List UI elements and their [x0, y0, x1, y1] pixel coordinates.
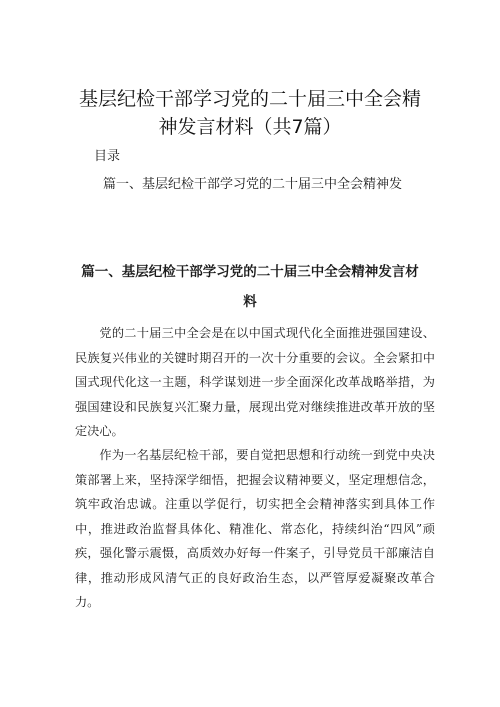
- document-title: [40, 85, 460, 141]
- body-paragraph-1: [75, 321, 435, 444]
- paragraph-text: 党的二十届三中全会是在以中国式现代化全面推进强国建设、民族复兴伟业的关键时期召开的一次十分重要的会议。全会紧扣中国式现代化这一主题，科学谋划进一步全面深化改革战略举措，为强国建设和民族复兴汇聚力量，展现出党对继续推进改革开放的坚定决心。: [75, 326, 435, 438]
- section-title-line-1: 篇一、基层纪检干部学习党的二十届三中全会精神发言材: [81, 264, 419, 281]
- section-title-line-2: 料: [243, 294, 257, 311]
- toc-item-1[interactable]: 篇一、基层纪检干部学习党的二十届三中全会精神发: [103, 177, 403, 192]
- toc-heading: 目录: [94, 149, 121, 164]
- document-title-line-2: 神发言材料（共7篇）: [158, 115, 342, 138]
- document-title-line-1: 基层纪检干部学习党的二十届三中全会精: [78, 87, 421, 110]
- paragraph-text: 作为一名基层纪检干部，要自觉把思想和行动统一到党中央决策部署上来，坚持深学细悟，把握会议精神要义，坚定理想信念，筑牢政治忠诚。注重以学促行，切实把全会精神落实到具体工作中，推进政治监督具体化、精准化、常态化，持续纠治“四风”顽疾，强化警示震慑，高质效办好每一件案子，引导党员干部廉洁自律，推动形成风清气正的良好政治生态，以严管厚爱凝聚改革合力。: [75, 448, 435, 609]
- section-title: [60, 257, 440, 317]
- body-paragraph-2: [75, 443, 435, 615]
